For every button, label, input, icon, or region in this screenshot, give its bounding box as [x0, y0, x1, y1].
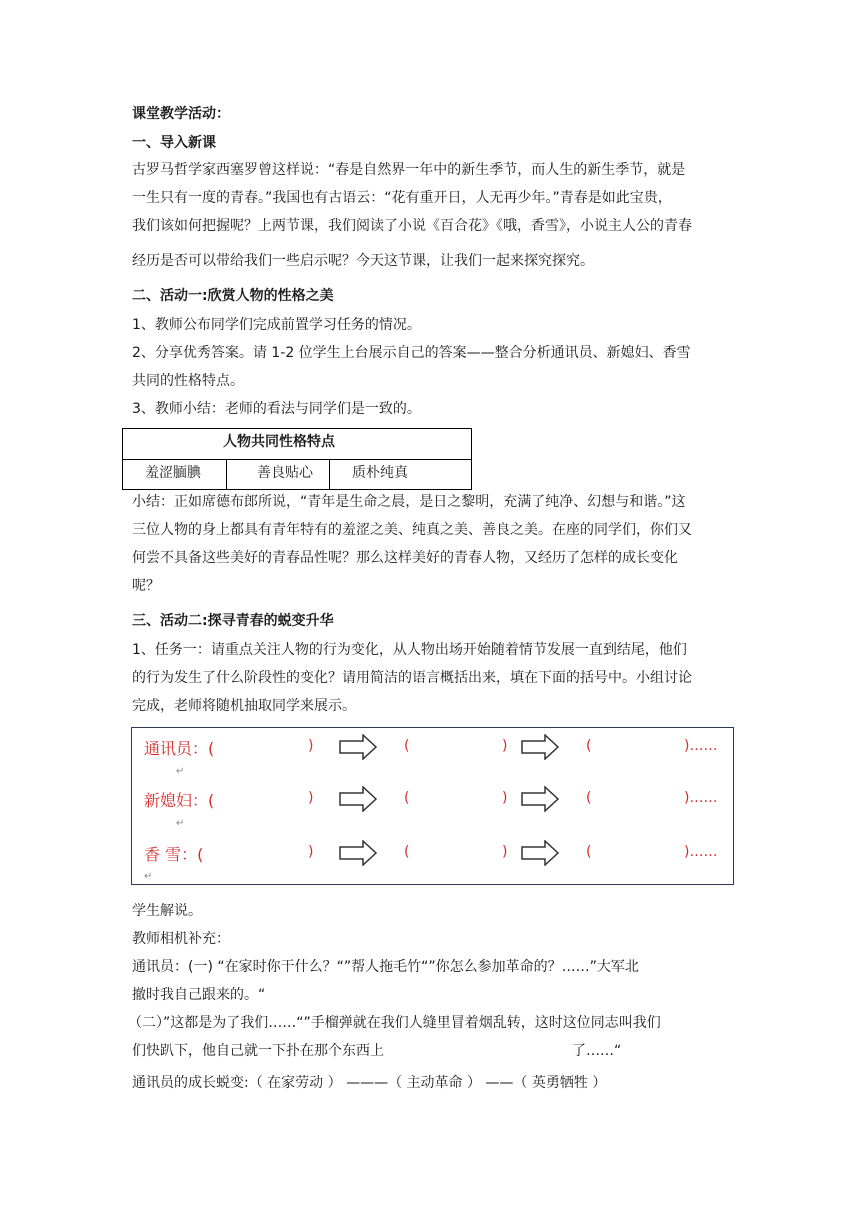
close-paren: ): [502, 738, 508, 754]
traits-table-cell: [227, 460, 330, 489]
close-paren: ): [308, 738, 314, 754]
traits-table-cell: [123, 460, 227, 489]
end-paren: )……: [684, 790, 718, 806]
page-heading: 课堂教学活动：: [132, 106, 230, 122]
growth-summary-line: 通讯员的成长蜕变:（ 在家劳动 ） ———（ 主动革命 ） ——（ 英勇牺牲 ）: [132, 1075, 607, 1091]
trait-text: 羞涩腼腆: [145, 465, 201, 481]
right-arrow-icon: [338, 840, 378, 866]
section2-item: 1、教师公布同学们完成前置学习任务的情况。: [132, 317, 421, 333]
trait-text: 善良贴心: [257, 465, 313, 481]
open-paren: (: [586, 844, 592, 860]
section1-line: 我们该如何把握呢？上两节课，我们阅读了小说《百合花》《哦，香雪》，小说主人公的青春: [132, 218, 692, 234]
open-paren: (: [404, 844, 410, 860]
after-line: 学生解说。: [132, 903, 202, 919]
traits-table: [122, 428, 472, 490]
close-paren: ): [308, 844, 314, 860]
close-paren: ): [502, 790, 508, 806]
summary-line: 小结：正如席德布郎所说，“青年是生命之晨，是日之黎明，充满了纯净、幻想与和谐。”这: [132, 494, 686, 510]
summary-line: 何尝不具备这些美好的青春品性呢？那么这样美好的青春人物，又经历了怎样的成长变化: [132, 550, 678, 566]
after-line: 通讯员：(一) “在家时你干什么？“”帮人拖毛竹“”你怎么参加革命的？……”大军北: [132, 959, 639, 975]
open-paren: (: [586, 738, 592, 754]
section2-item: 共同的性格特点。: [132, 373, 244, 389]
traits-table-header-text: 人物共同性格特点: [223, 434, 335, 450]
end-paren: )……: [684, 738, 718, 754]
traits-table-cell: [330, 460, 471, 489]
open-paren: (: [404, 790, 410, 806]
section1-line: 经历是否可以带给我们一些启示呢？今天这节课，让我们一起来探究探究。: [132, 253, 594, 269]
section1-line: 古罗马哲学家西塞罗曾这样说：“春是自然界一年中的新生季节，而人生的新生季节，就是: [132, 162, 686, 178]
right-arrow-icon: [520, 840, 560, 866]
task-line: 的行为发生了什么阶段性的变化？请用简洁的语言概括出来，填在下面的括号中。小组讨论: [132, 670, 692, 686]
after-line: 们快趴下，他自己就一下扑在那个东西上: [132, 1043, 384, 1059]
figure-row: [132, 838, 733, 868]
summary-line: 呢？: [132, 578, 160, 594]
section1-title: 一、导入新课: [132, 135, 216, 151]
right-arrow-icon: [520, 786, 560, 812]
growth-figure: [131, 727, 734, 885]
return-mark-icon: ↵: [144, 871, 153, 882]
open-paren: (: [586, 790, 592, 806]
summary-line: 三位人物的身上都具有青年特有的羞涩之美、纯真之美、善良之美。在座的同学们，你们又: [132, 522, 692, 538]
section1-line: 一生只有一度的青春。”我国也有古语云：“花有重开日，人无再少年。”青春是如此宝贵，: [132, 190, 672, 206]
character-label: 香 雪：(: [144, 845, 204, 864]
section2-title: 二、活动一:欣赏人物的性格之美: [132, 288, 334, 304]
after-line: 教师相机补充：: [132, 931, 230, 947]
right-arrow-icon: [338, 734, 378, 760]
trait-text: 质朴纯真: [352, 465, 408, 481]
task-line: 完成，老师将随机抽取同学来展示。: [132, 698, 356, 714]
section3-title: 三、活动二:探寻青春的蜕变升华: [132, 613, 334, 629]
open-paren: (: [404, 738, 410, 754]
after-line: 撤时我自己跟来的。“: [132, 987, 266, 1003]
right-arrow-icon: [338, 786, 378, 812]
figure-row: [132, 732, 733, 762]
task-line: 1、任务一：请重点关注人物的行为变化，从人物出场开始随着情节发展一直到结尾，他们: [132, 642, 687, 658]
character-label: 新媳妇：(: [144, 791, 215, 810]
after-line: 了……“: [572, 1043, 622, 1059]
section2-item: 2、分享优秀答案。请 1-2 位学生上台展示自己的答案——整合分析通讯员、新媳妇、香雪: [132, 345, 691, 361]
return-mark-icon: ↵: [176, 766, 185, 777]
end-paren: )……: [684, 844, 718, 860]
traits-table-header: [123, 429, 471, 460]
after-line: （二）”这都是为了我们……“”手榴弹就在我们人缝里冒着烟乱转，这时这位同志叫我们: [128, 1015, 661, 1031]
close-paren: ): [308, 790, 314, 806]
close-paren: ): [502, 844, 508, 860]
character-label: 通讯员：(: [144, 739, 215, 758]
return-mark-icon: ↵: [176, 818, 185, 829]
section2-item: 3、教师小结：老师的看法与同学们是一致的。: [132, 401, 421, 417]
figure-row: [132, 784, 733, 814]
right-arrow-icon: [520, 734, 560, 760]
